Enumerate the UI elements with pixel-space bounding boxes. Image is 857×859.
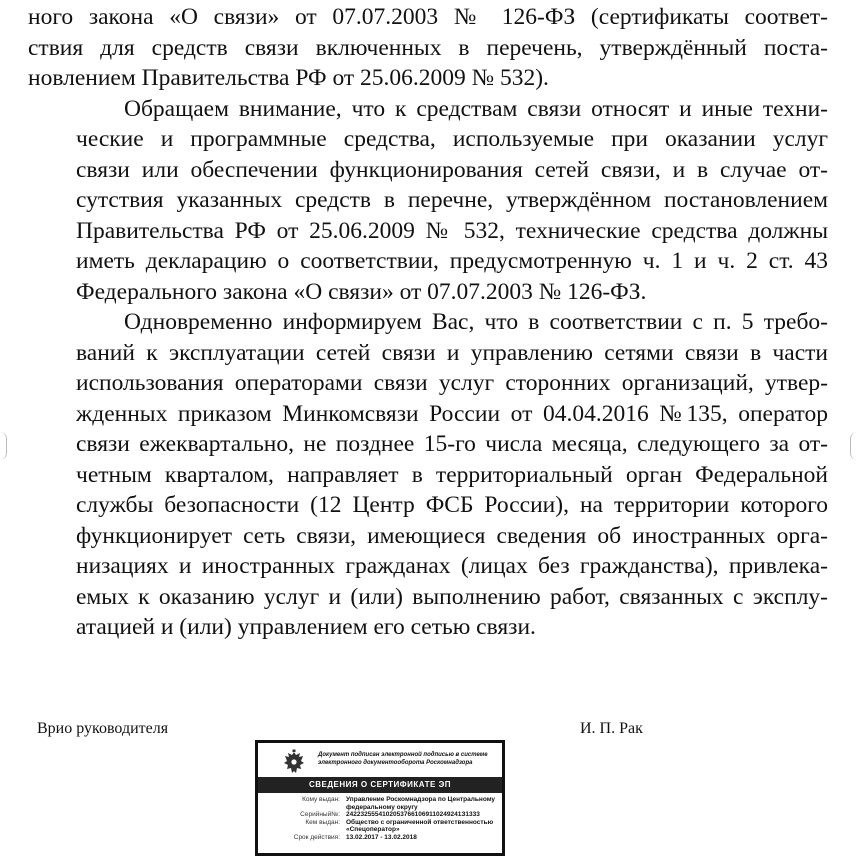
text-line: связи ежеквартально, не позднее 15-го числа месяца, следующего за от- xyxy=(76,431,828,457)
text-line: новлением Правительства РФ от 25.06.2009 № 532). xyxy=(28,65,549,91)
text-line: использования операторами связи услуг сторонних организаций, утвер- xyxy=(76,370,828,396)
page-edge-marker-right xyxy=(850,432,857,460)
text-line: связи или обеспечении функционирования сетей связи, и в случае от- xyxy=(76,156,828,183)
text-line: ного закона «О связи» от 07.07.2003 № 126-ФЗ (сертификаты соответ- xyxy=(28,4,828,30)
text-line: Обращаем внимание, что к средствам связи относят и иные техни- xyxy=(124,95,828,122)
stamp-row-validity xyxy=(260,834,500,842)
text-line: иметь декларацию о соответствии, предусмотренную ч. 1 и ч. 2 ст. 43 xyxy=(76,248,828,274)
stamp-note: Документ подписан электронной подписью в системе электронного документооборота Роскомнадзора xyxy=(318,752,488,766)
stamp-row-key: Кому выдан: xyxy=(302,796,340,803)
stamp-header: СВЕДЕНИЯ О СЕРТИФИКАТЕ ЭП xyxy=(258,777,502,793)
text-line: Одновременно информируем Вас, что в соответствии с п. 5 требо- xyxy=(124,309,828,335)
stamp-row-value: 13.02.2017 - 13.02.2018 xyxy=(346,833,417,841)
stamp-row-value: Управление Роскомнадзора по Центральному федеральному округу xyxy=(346,796,496,811)
text-line: ваний к эксплуатации сетей связи и управлению сетями связи в части xyxy=(76,339,828,366)
page-edge-marker-left xyxy=(0,432,7,460)
stamp-row-value: Общество с ограниченной ответственностью «Спецоператор» xyxy=(346,818,494,833)
stamp-row-issued-by xyxy=(260,819,500,834)
stamp-row-issued-to xyxy=(260,796,500,811)
text-line: емых к оказанию услуг и (или) выполнению работ, связанных с эксплу- xyxy=(76,583,828,610)
text-line: службы безопасности (12 Центр ФСБ России), на территории которого xyxy=(76,492,828,518)
stamp-row-key: Кем выдан: xyxy=(305,818,340,826)
stamp-row-serial xyxy=(260,811,500,819)
text-line: жденных приказом Минкомсвязи России от 04.04.2016 №135, оператор xyxy=(76,400,828,427)
paragraph-2 xyxy=(28,94,828,308)
paragraph-1 xyxy=(28,2,828,94)
stamp-row-key: Срок действия: xyxy=(293,833,340,841)
text-line: низациях и иностранных гражданах (лицах без гражданства), привлека- xyxy=(76,553,828,579)
text-line: ческие и программные средства, используемые при оказании услуг xyxy=(76,126,828,152)
text-line: функционирует сеть связи, имеющиеся сведения об иностранных орга- xyxy=(76,522,828,549)
text-line: атацией и (или) управлением его сетью связи. xyxy=(76,614,536,640)
stamp-details xyxy=(260,796,500,841)
e-signature-stamp xyxy=(255,740,505,856)
signer-position: Врио руководителя xyxy=(37,720,169,737)
double-headed-eagle-icon xyxy=(282,749,306,777)
stamp-top-section xyxy=(264,747,500,777)
text-line: Правительства РФ от 25.06.2009 № 532, технические средства должны xyxy=(76,217,828,244)
text-line: Федерального закона «О связи» от 07.07.2003 № 126-ФЗ. xyxy=(76,278,647,305)
signer-name: И. П. Рак xyxy=(580,720,643,737)
text-line: сутствия указанных средств в перечне, утверждённом постановлением xyxy=(76,187,828,213)
paragraph-3 xyxy=(28,307,828,643)
text-line: четным кварталом, направляет в территориальный орган Федеральной xyxy=(76,461,828,488)
stamp-row-value: 24223255541020537661069110249241З1333 xyxy=(346,811,480,818)
document-body xyxy=(28,2,828,643)
stamp-row-key: Серийный№: xyxy=(300,811,340,818)
text-line: ствия для средств связи включенных в перечень, утверждённый поста- xyxy=(28,34,828,61)
